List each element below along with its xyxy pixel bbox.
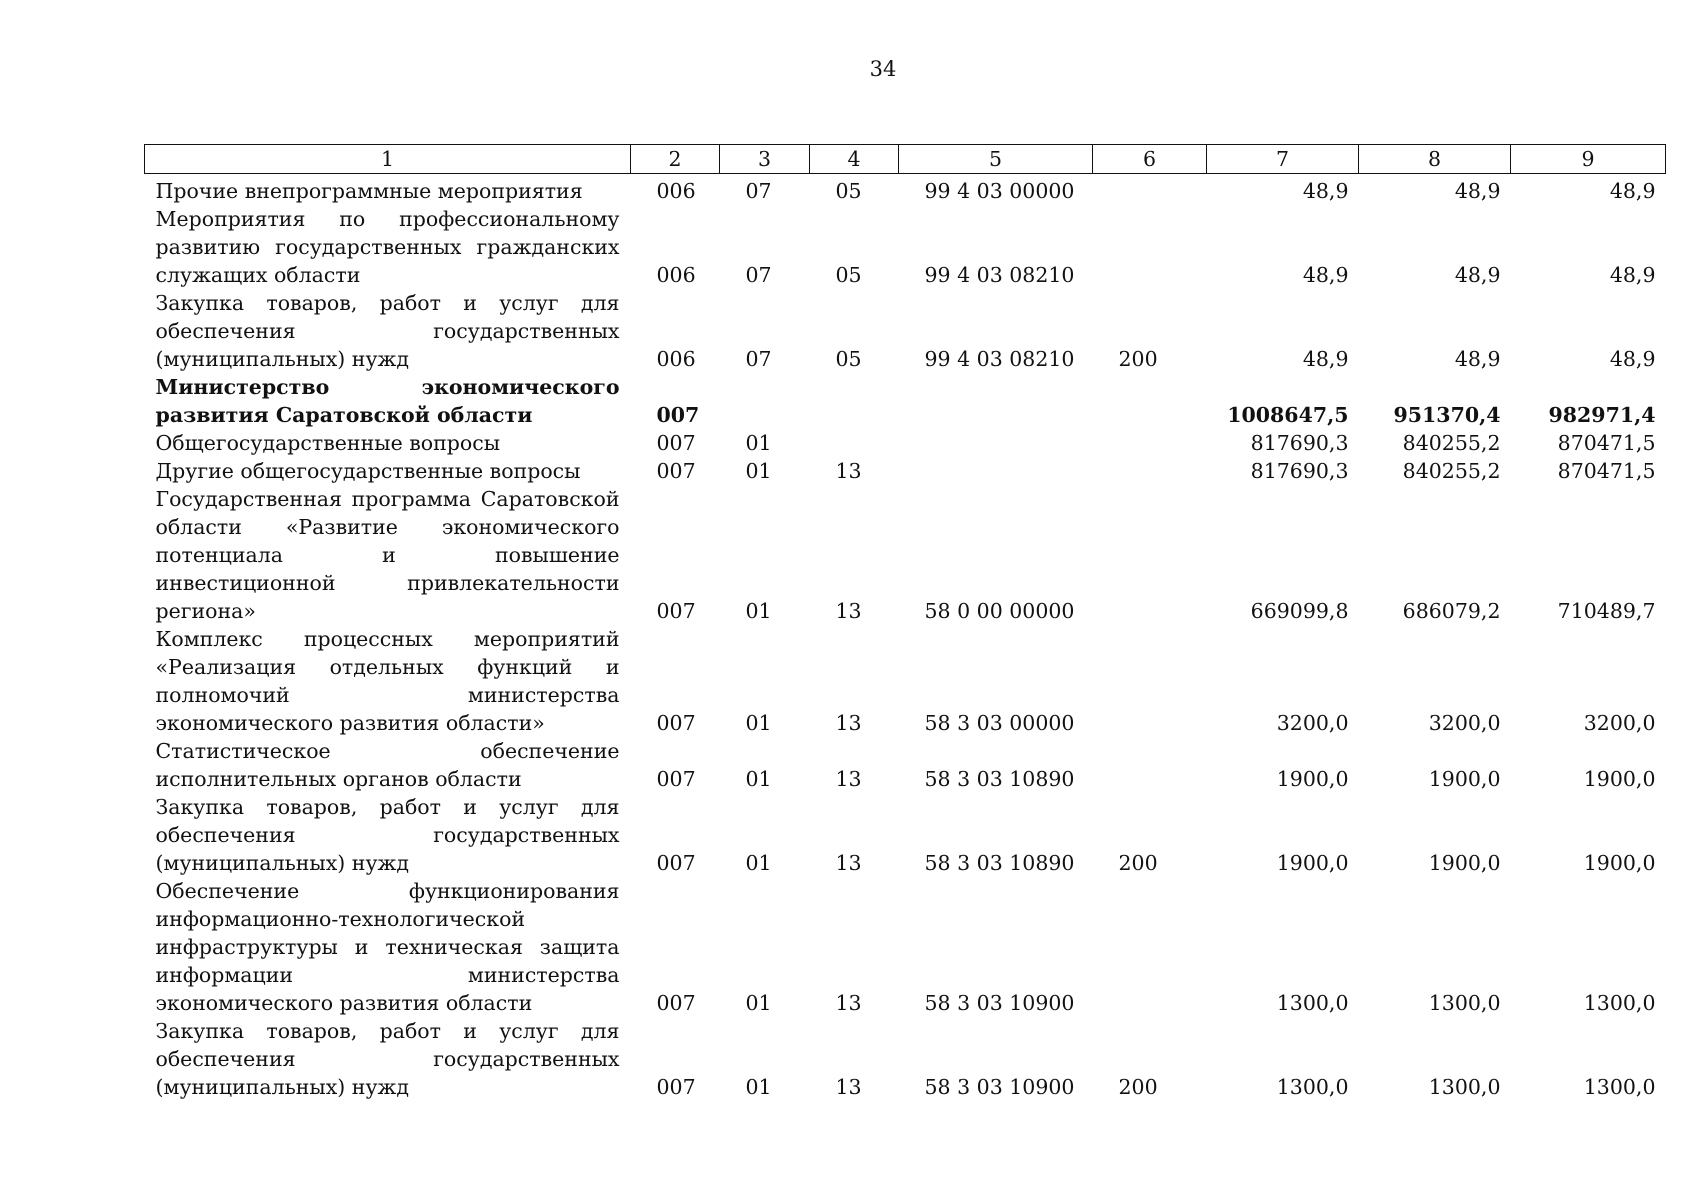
row-admin-code-cell: 006 xyxy=(656,347,696,371)
row-target-code-cell: 99 4 03 08210 xyxy=(924,263,1075,287)
row-subsection-cell: 05 xyxy=(835,179,862,203)
row-name-cell: Министерство экономического развития Саратовской области xyxy=(155,375,620,427)
row-value-col7-cell: 1900,0 xyxy=(1276,851,1349,875)
table-body xyxy=(145,174,1666,1102)
row-value-col8-cell: 1900,0 xyxy=(1428,767,1501,791)
row-target-code-cell: 58 3 03 00000 xyxy=(924,711,1075,735)
row-admin-code-cell: 007 xyxy=(656,851,696,875)
row-value-col9-cell: 48,9 xyxy=(1609,347,1656,371)
row-expense-type-cell xyxy=(1093,625,1207,737)
row-section-cell: 07 xyxy=(745,347,772,371)
header-cell-9: 9 xyxy=(1511,145,1666,174)
row-admin-code-cell: 007 xyxy=(656,1075,696,1099)
row-section-cell: 01 xyxy=(745,431,772,455)
row-expense-type-cell xyxy=(1093,877,1207,1017)
page-number: 34 xyxy=(869,57,897,81)
row-section-cell: 01 xyxy=(745,851,772,875)
row-admin-code-cell: 007 xyxy=(656,403,700,427)
row-value-col9-cell: 870471,5 xyxy=(1557,431,1656,455)
header-row xyxy=(145,145,1666,174)
row-value-col9-cell: 48,9 xyxy=(1609,263,1656,287)
row-section-cell: 01 xyxy=(745,991,772,1015)
row-subsection-cell: 13 xyxy=(835,711,862,735)
table-row xyxy=(145,793,1666,877)
table-row xyxy=(145,877,1666,1017)
row-target-code-cell: 58 3 03 10890 xyxy=(924,767,1075,791)
row-value-col7-cell: 48,9 xyxy=(1302,263,1349,287)
table-row xyxy=(145,205,1666,289)
row-value-col8-cell: 951370,4 xyxy=(1393,403,1501,427)
row-name-cell: Мероприятия по профессиональному развитию государственных гражданских служащих области xyxy=(155,207,620,287)
row-value-col9-cell: 870471,5 xyxy=(1557,459,1656,483)
row-value-col9-cell: 982971,4 xyxy=(1548,403,1656,427)
row-expense-type-cell xyxy=(1093,485,1207,625)
row-target-code-cell: 58 3 03 10900 xyxy=(924,1075,1075,1099)
row-admin-code-cell: 006 xyxy=(656,263,696,287)
row-value-col7-cell: 1300,0 xyxy=(1276,991,1349,1015)
row-expense-type-cell: 200 xyxy=(1118,347,1158,371)
header-cell-4: 4 xyxy=(810,145,899,174)
row-subsection-cell xyxy=(810,373,899,429)
row-value-col7-cell: 3200,0 xyxy=(1276,711,1349,735)
row-value-col8-cell: 840255,2 xyxy=(1402,459,1501,483)
row-value-col8-cell: 48,9 xyxy=(1454,179,1501,203)
row-subsection-cell: 13 xyxy=(835,599,862,623)
row-section-cell: 01 xyxy=(745,767,772,791)
row-value-col9-cell: 1300,0 xyxy=(1583,991,1656,1015)
row-subsection-cell: 13 xyxy=(835,851,862,875)
row-section-cell: 07 xyxy=(745,179,772,203)
row-admin-code-cell: 007 xyxy=(656,711,696,735)
row-name-cell: Обеспечение функционирования информационно-технологической инфраструктуры и техническая защита информации министерства экономического развития области xyxy=(155,879,620,1015)
row-name-cell: Статистическое обеспечение исполнительных органов области xyxy=(155,739,620,791)
row-target-code-cell xyxy=(899,429,1093,457)
row-value-col9-cell: 1900,0 xyxy=(1583,851,1656,875)
row-target-code-cell xyxy=(899,373,1093,429)
header-cell-7: 7 xyxy=(1207,145,1359,174)
header-cell-2: 2 xyxy=(631,145,720,174)
header-cell-5: 5 xyxy=(899,145,1093,174)
row-value-col8-cell: 3200,0 xyxy=(1428,711,1501,735)
row-target-code-cell: 99 4 03 00000 xyxy=(924,179,1075,203)
row-target-code-cell xyxy=(899,457,1093,485)
row-name-cell: Общегосударственные вопросы xyxy=(155,431,501,455)
header-cell-6: 6 xyxy=(1093,145,1207,174)
row-target-code-cell: 58 3 03 10890 xyxy=(924,851,1075,875)
row-name-cell: Другие общегосударственные вопросы xyxy=(155,459,581,483)
row-expense-type-cell xyxy=(1093,457,1207,485)
row-section-cell: 01 xyxy=(745,459,772,483)
row-value-col7-cell: 1900,0 xyxy=(1276,767,1349,791)
row-name-cell: Закупка товаров, работ и услуг для обеспечения государственных (муниципальных) нужд xyxy=(155,1019,620,1099)
row-expense-type-cell xyxy=(1093,429,1207,457)
row-subsection-cell xyxy=(810,429,899,457)
row-admin-code-cell: 007 xyxy=(656,991,696,1015)
row-value-col9-cell: 1300,0 xyxy=(1583,1075,1656,1099)
header-cell-8: 8 xyxy=(1359,145,1511,174)
row-expense-type-cell: 200 xyxy=(1118,851,1158,875)
row-subsection-cell: 05 xyxy=(835,347,862,371)
table-row xyxy=(145,485,1666,625)
table-row xyxy=(145,373,1666,429)
table-row xyxy=(145,1017,1666,1101)
row-subsection-cell: 13 xyxy=(835,459,862,483)
row-target-code-cell: 58 0 00 00000 xyxy=(924,599,1075,623)
row-name-cell: Закупка товаров, работ и услуг для обеспечения государственных (муниципальных) нужд xyxy=(155,795,620,875)
row-expense-type-cell: 200 xyxy=(1118,1075,1158,1099)
row-value-col9-cell: 3200,0 xyxy=(1583,711,1656,735)
row-name-cell: Государственная программа Саратовской области «Развитие экономического потенциала и повышение инвестиционной привлекательности региона» xyxy=(155,487,620,623)
row-value-col7-cell: 669099,8 xyxy=(1250,599,1349,623)
row-value-col7-cell: 1300,0 xyxy=(1276,1075,1349,1099)
row-section-cell xyxy=(720,373,810,429)
table-row xyxy=(145,289,1666,373)
row-value-col9-cell: 48,9 xyxy=(1609,179,1656,203)
row-value-col8-cell: 1900,0 xyxy=(1428,851,1501,875)
row-section-cell: 01 xyxy=(745,1075,772,1099)
table-row xyxy=(145,737,1666,793)
row-value-col8-cell: 1300,0 xyxy=(1428,1075,1501,1099)
row-value-col8-cell: 48,9 xyxy=(1454,263,1501,287)
row-subsection-cell: 13 xyxy=(835,991,862,1015)
row-name-cell: Закупка товаров, работ и услуг для обеспечения государственных (муниципальных) нужд xyxy=(155,291,620,371)
table-row xyxy=(145,457,1666,485)
row-expense-type-cell xyxy=(1093,205,1207,289)
row-value-col8-cell: 1300,0 xyxy=(1428,991,1501,1015)
row-section-cell: 01 xyxy=(745,711,772,735)
row-name-cell: Прочие внепрограммные мероприятия xyxy=(155,179,583,203)
row-admin-code-cell: 007 xyxy=(656,459,696,483)
row-value-col7-cell: 817690,3 xyxy=(1250,459,1349,483)
row-expense-type-cell xyxy=(1093,373,1207,429)
table-row xyxy=(145,174,1666,206)
row-value-col9-cell: 710489,7 xyxy=(1557,599,1656,623)
row-section-cell: 01 xyxy=(745,599,772,623)
row-value-col7-cell: 48,9 xyxy=(1302,347,1349,371)
row-section-cell: 07 xyxy=(745,263,772,287)
row-value-col9-cell: 1900,0 xyxy=(1583,767,1656,791)
row-target-code-cell: 99 4 03 08210 xyxy=(924,347,1075,371)
row-subsection-cell: 13 xyxy=(835,1075,862,1099)
table-header xyxy=(145,145,1666,174)
row-value-col7-cell: 48,9 xyxy=(1302,179,1349,203)
row-value-col8-cell: 840255,2 xyxy=(1402,431,1501,455)
budget-table xyxy=(144,144,1666,1101)
table-row xyxy=(145,625,1666,737)
row-admin-code-cell: 006 xyxy=(656,179,696,203)
table-row xyxy=(145,429,1666,457)
row-value-col7-cell: 1008647,5 xyxy=(1227,403,1349,427)
row-target-code-cell: 58 3 03 10900 xyxy=(924,991,1075,1015)
row-value-col8-cell: 686079,2 xyxy=(1402,599,1501,623)
row-admin-code-cell: 007 xyxy=(656,599,696,623)
row-expense-type-cell xyxy=(1093,174,1207,206)
row-admin-code-cell: 007 xyxy=(656,431,696,455)
row-admin-code-cell: 007 xyxy=(656,767,696,791)
row-subsection-cell: 13 xyxy=(835,767,862,791)
row-name-cell: Комплекс процессных мероприятий «Реализация отдельных функций и полномочий министерства экономического развития области» xyxy=(155,627,620,735)
row-expense-type-cell xyxy=(1093,737,1207,793)
header-cell-1: 1 xyxy=(145,145,631,174)
header-cell-3: 3 xyxy=(720,145,810,174)
row-value-col8-cell: 48,9 xyxy=(1454,347,1501,371)
row-value-col7-cell: 817690,3 xyxy=(1250,431,1349,455)
row-subsection-cell: 05 xyxy=(835,263,862,287)
